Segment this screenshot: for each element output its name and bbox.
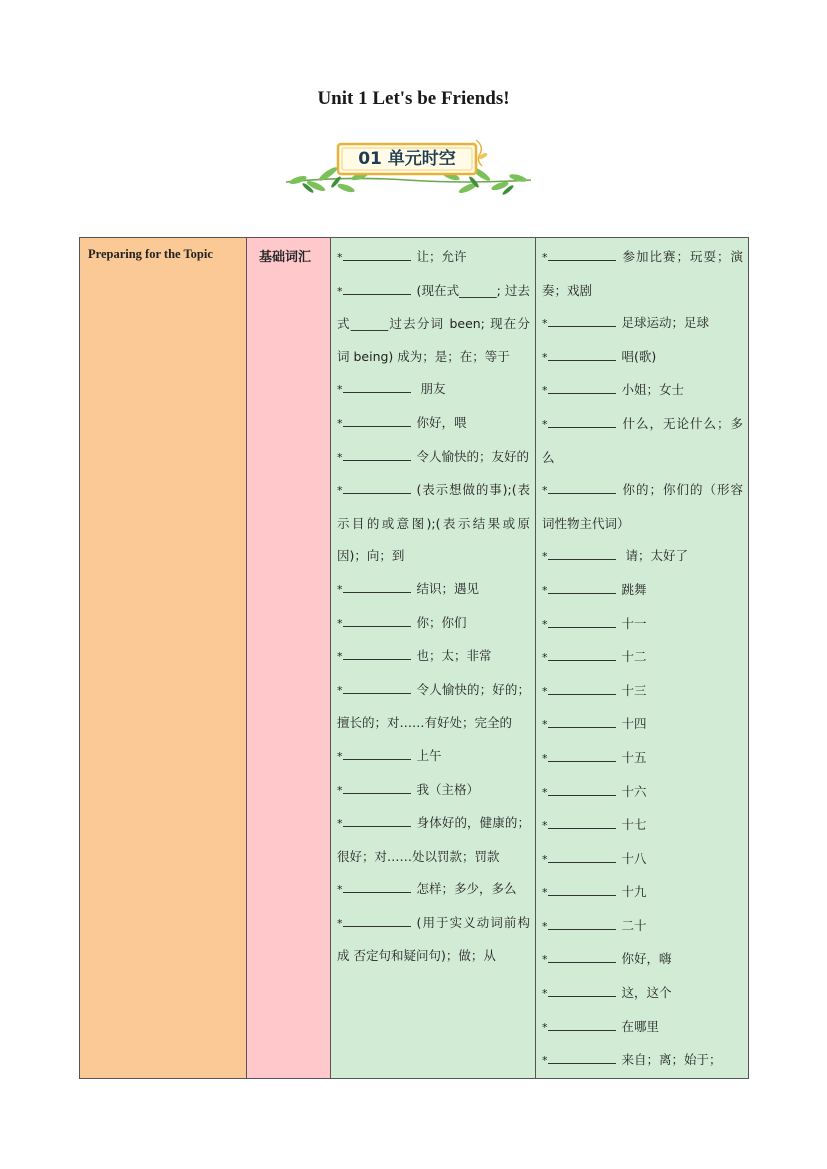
vocab-table (79, 237, 749, 1079)
vocab-column-right (536, 238, 749, 1079)
answer-blank[interactable] (548, 747, 616, 762)
answer-blank[interactable] (548, 479, 616, 494)
answer-blank[interactable] (548, 814, 616, 829)
vocab-marker: * (542, 251, 548, 264)
vocab-item (542, 641, 743, 675)
vocab-meaning: 跳舞 (621, 581, 647, 597)
vocab-meaning: (表示想做的事);(表示目的或意图);(表示结果或原因)；向；到 (337, 482, 530, 564)
answer-blank[interactable] (343, 812, 411, 827)
vocab-marker: * (337, 484, 343, 498)
vocab-meaning: 朋友 (416, 381, 446, 397)
answer-blank[interactable] (548, 545, 616, 560)
vocab-item (542, 977, 743, 1011)
vocab-item (337, 774, 530, 808)
answer-blank[interactable] (548, 982, 616, 997)
vocab-item (337, 573, 530, 607)
vocab-item (337, 607, 530, 641)
answer-blank[interactable] (343, 878, 411, 893)
vocab-marker: * (542, 919, 548, 933)
answer-blank[interactable] (343, 779, 411, 794)
answer-blank[interactable] (548, 1016, 616, 1031)
vocab-meaning: 请；太好了 (621, 548, 688, 564)
answer-blank[interactable] (548, 346, 616, 361)
vocab-marker: * (542, 651, 548, 665)
vocab-marker: * (542, 886, 548, 900)
vocab-meaning: 十三 (621, 682, 647, 698)
banner-label: 01 单元时空 (358, 149, 456, 169)
vocab-meaning: 十六 (621, 783, 647, 799)
vocab-item (542, 1044, 743, 1078)
vocab-meaning: 什么，无论什么；多么 (542, 415, 743, 465)
vocab-item (542, 341, 743, 375)
answer-blank[interactable] (343, 612, 411, 627)
page-title: Unit 1 Let's be Friends! (317, 88, 510, 109)
vocab-marker: * (542, 852, 548, 866)
vocab-marker: * (542, 384, 548, 398)
answer-blank[interactable] (548, 915, 616, 930)
vocab-meaning: 怎样；多少，多么 (416, 881, 517, 897)
vocab-meaning: 唱(歌) (621, 348, 657, 364)
answer-blank[interactable] (548, 613, 616, 628)
vocab-marker: * (542, 317, 548, 331)
vocab-meaning: 在哪里 (621, 1018, 660, 1034)
vocab-marker: * (337, 616, 343, 630)
vocab-item (542, 408, 743, 474)
vocab-marker: * (542, 1054, 548, 1068)
vocab-marker: * (337, 251, 343, 264)
topic-label: Preparing for the Topic (88, 247, 213, 261)
vocab-item (337, 241, 530, 275)
vocab-item (337, 907, 530, 973)
vocab-item (542, 776, 743, 810)
vocab-item (542, 1011, 743, 1045)
answer-blank[interactable] (343, 246, 411, 261)
vocab-item (337, 275, 530, 374)
vocab-item (542, 675, 743, 709)
vocab-meaning: 十四 (621, 716, 647, 732)
vocab-marker: * (542, 550, 548, 564)
vocab-meaning: 十五 (621, 749, 647, 765)
topic-cell (80, 238, 247, 1079)
vocab-marker: * (337, 916, 343, 930)
vocab-marker: * (337, 817, 343, 831)
vocab-meaning: (用于实义动词前构成 否定句和疑问句)；做；从 (337, 914, 530, 964)
vocab-meaning: 这，这个 (621, 985, 672, 1001)
vocab-item (337, 441, 530, 475)
vocab-list-left (331, 238, 535, 973)
vocab-meaning: 十二 (621, 649, 647, 665)
vocab-meaning: 参加比赛；玩耍；演奏；戏剧 (542, 249, 743, 298)
answer-blank[interactable] (548, 413, 616, 428)
vocab-meaning: 令人愉快的；好的；擅长的；对……有好处；完全的 (337, 681, 530, 731)
vocab-meaning: 十一 (621, 615, 647, 631)
vocab-column-left (331, 238, 536, 1079)
vocab-item (542, 943, 743, 977)
vocab-marker: * (542, 751, 548, 765)
answer-blank[interactable] (343, 479, 411, 494)
vocab-meaning: 上午 (416, 747, 442, 763)
vocab-meaning: 身体好的，健康的；很好；对……处以罚款；罚款 (337, 815, 530, 864)
vocab-item (337, 474, 530, 573)
vocab-meaning: 也；太；非常 (416, 648, 492, 664)
vocab-meaning: 你的；你们的（形容词性物主代词） (542, 482, 743, 531)
vocab-item (337, 407, 530, 441)
vocab-marker: * (542, 718, 548, 732)
answer-blank[interactable] (548, 713, 616, 728)
vocab-meaning: 你好，喂 (416, 414, 467, 430)
answer-blank[interactable] (343, 745, 411, 760)
vocab-marker: * (542, 684, 548, 698)
vocab-meaning: 十七 (621, 817, 647, 833)
vocab-marker: * (542, 583, 548, 597)
vocab-meaning: 让；允许 (416, 249, 467, 264)
vocab-marker: * (337, 284, 343, 298)
vocab-item (337, 740, 530, 774)
answer-blank[interactable] (548, 579, 616, 594)
vocab-marker: * (337, 650, 343, 664)
answer-blank[interactable] (343, 578, 411, 593)
answer-blank[interactable] (548, 379, 616, 394)
section-banner (276, 136, 538, 200)
vocab-marker: * (542, 417, 548, 431)
vocab-meaning: 结识；遇见 (416, 580, 480, 596)
vocab-marker: * (337, 582, 343, 596)
vocab-marker: * (542, 484, 548, 498)
vocab-marker: * (542, 350, 548, 364)
vocab-item (542, 876, 743, 910)
answer-blank[interactable] (343, 412, 411, 427)
answer-blank[interactable] (548, 1049, 616, 1064)
vocab-marker: * (542, 785, 548, 799)
vocab-item (542, 742, 743, 776)
answer-blank[interactable] (343, 912, 411, 927)
vocab-meaning: 二十 (621, 917, 647, 933)
answer-blank[interactable] (343, 645, 411, 660)
answer-blank[interactable] (548, 848, 616, 863)
vocab-marker: * (337, 683, 343, 697)
vocab-meaning: 十九 (621, 884, 647, 900)
answer-blank[interactable] (343, 679, 411, 694)
vocab-marker: * (542, 987, 548, 1001)
answer-blank[interactable] (548, 246, 616, 261)
answer-blank[interactable] (343, 378, 411, 393)
vocab-item (542, 374, 743, 408)
answer-blank[interactable] (548, 680, 616, 695)
vocab-list-right (536, 238, 748, 1078)
vocab-marker: * (337, 450, 343, 464)
vocab-marker: * (337, 383, 343, 397)
category-label: 基础词汇 (259, 250, 312, 265)
vocab-item (542, 608, 743, 642)
vocab-item (542, 574, 743, 608)
vocab-meaning: 我（主格） (416, 781, 480, 797)
answer-blank[interactable] (343, 280, 411, 295)
vocab-item (542, 809, 743, 843)
vocab-item (337, 373, 530, 407)
vocab-item (337, 640, 530, 674)
answer-blank[interactable] (548, 312, 616, 327)
vocab-meaning: 你好，嗨 (621, 951, 672, 967)
vocab-item (542, 241, 743, 307)
vocab-marker: * (542, 617, 548, 631)
vocab-meaning: (现在式______; 过去式______过去分词 been; 现在分词 being) 成为；是；在；等于 (337, 282, 530, 364)
vocab-marker: * (337, 749, 343, 763)
vocab-item (542, 843, 743, 877)
vocab-marker: * (542, 953, 548, 967)
vocab-item (542, 910, 743, 944)
vocab-item (542, 540, 743, 574)
vocab-marker: * (337, 416, 343, 430)
vocab-item (337, 807, 530, 873)
vocab-meaning: 令人愉快的；友好的 (416, 448, 530, 464)
vocab-marker: * (542, 1020, 548, 1034)
vocab-meaning: 十八 (621, 850, 647, 866)
vocab-meaning: 你；你们 (416, 614, 467, 630)
vocab-meaning: 来自；离；始于； (621, 1052, 722, 1068)
answer-blank[interactable] (343, 446, 411, 461)
vocab-item (542, 307, 743, 341)
vocab-item (337, 873, 530, 907)
vocab-meaning: 足球运动；足球 (621, 315, 710, 331)
vocab-marker: * (542, 819, 548, 833)
answer-blank[interactable] (548, 881, 616, 896)
category-cell (247, 238, 331, 1079)
answer-blank[interactable] (548, 948, 616, 963)
vocab-item (542, 708, 743, 742)
vocab-item (337, 674, 530, 740)
vocab-marker: * (337, 883, 343, 897)
vocab-meaning: 小姐；女士 (621, 382, 685, 398)
vocab-item (542, 474, 743, 540)
answer-blank[interactable] (548, 646, 616, 661)
answer-blank[interactable] (548, 781, 616, 796)
vocab-marker: * (337, 783, 343, 797)
